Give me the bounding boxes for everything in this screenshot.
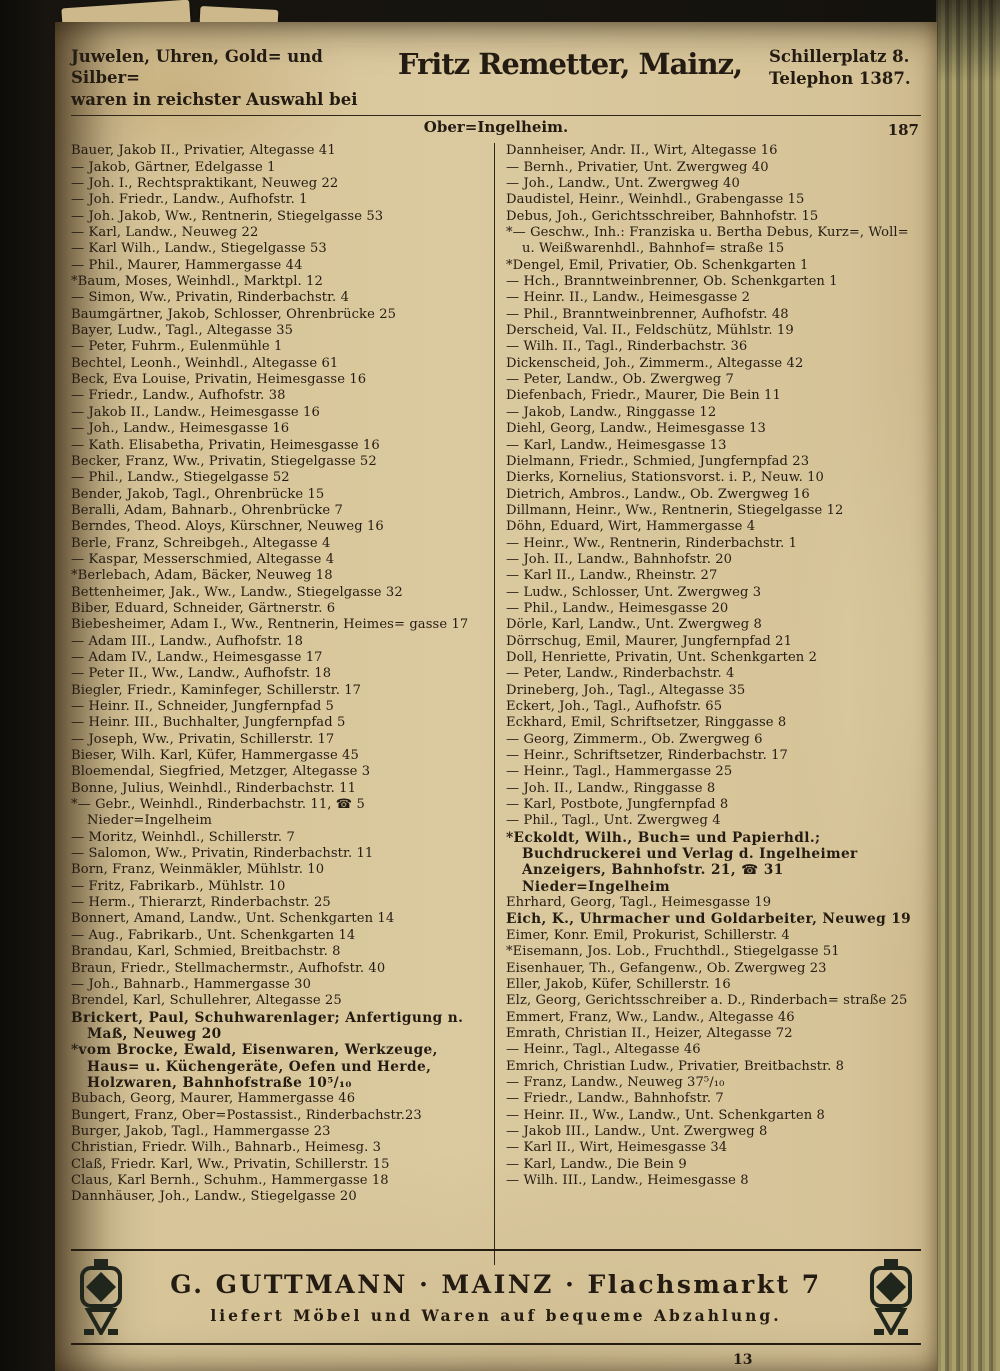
- directory-entry: — Heinr. II., Landw., Heimesgasse 2: [506, 290, 751, 306]
- directory-entry: — Heinr., Tagl., Altegasse 46: [506, 1042, 701, 1058]
- directory-column-left: [71, 143, 494, 1265]
- directory-entry: — Peter, Fuhrm., Eulenmühle 1: [71, 339, 283, 355]
- directory-entry: Bonne, Julius, Weinhdl., Rinderbachstr. 11: [71, 780, 357, 796]
- footer-ad-line1: G. GUTTMANN · MAINZ · Flachsmarkt 7: [170, 1269, 822, 1299]
- directory-entry: Claß, Friedr. Karl, Ww., Privatin, Schillerstr. 15: [71, 1156, 390, 1172]
- directory-entry: — Ludw., Schlosser, Unt. Zwergweg 3: [506, 584, 762, 600]
- directory-entry: — Joh. I., Rechtspraktikant, Neuweg 22: [71, 176, 339, 191]
- directory-entry: *vom Brocke, Ewald, Eisenwaren, Werkzeuge, Haus= u. Küchengeräte, Oefen und Herde, Holzwaren, Bahnhofstraße 10⁵/₁₀: [71, 1042, 438, 1091]
- directory-entry: Bauer, Jakob II., Privatier, Altegasse 41: [71, 143, 336, 159]
- directory-entry: — Karl, Landw., Neuweg 22: [71, 225, 259, 241]
- directory-entry: — Joh. Jakob, Ww., Rentnerin, Stiegelgasse 53: [71, 208, 384, 224]
- directory-entry: Berle, Franz, Schreibgeh., Altegasse 4: [71, 535, 331, 551]
- directory-entry: — Jakob III., Landw., Unt. Zwergweg 8: [506, 1123, 768, 1139]
- directory-entry: Becker, Franz, Ww., Privatin, Stiegelgasse 52: [71, 453, 377, 469]
- directory-entry: Dörle, Karl, Landw., Unt. Zwergweg 8: [506, 617, 762, 633]
- directory-entry: Eckhard, Emil, Schriftsetzer, Ringgasse 8: [506, 715, 787, 731]
- directory-entry: — Phil., Landw., Heimesgasse 20: [506, 600, 729, 616]
- directory-entry: Dietrich, Ambros., Landw., Ob. Zwergweg 16: [506, 486, 810, 502]
- directory-entry: *Eisemann, Jos. Lob., Fruchthdl., Stiegelgasse 51: [506, 944, 840, 960]
- header-ad-address: Schillerplatz 8.: [769, 47, 910, 66]
- directory-entry: Dannheiser, Andr. II., Wirt, Altegasse 16: [506, 143, 778, 159]
- directory-entry: — Moritz, Weinhdl., Schillerstr. 7: [71, 829, 295, 845]
- directory-entry: — Salomon, Ww., Privatin, Rinderbachstr. 11: [71, 846, 374, 862]
- directory-entry: Eimer, Konr. Emil, Prokurist, Schillerstr. 4: [506, 927, 790, 943]
- directory-entry: Bloemendal, Siegfried, Metzger, Altegasse 3: [71, 764, 371, 780]
- directory-entry: Dörrschug, Emil, Maurer, Jungfernpfad 21: [506, 633, 793, 649]
- directory-entry: — Phil., Maurer, Hammergasse 44: [71, 257, 303, 273]
- directory-entry: Derscheid, Val. II., Feldschütz, Mühlstr. 19: [506, 323, 794, 339]
- directory-entry: — Joseph, Ww., Privatin, Schillerstr. 17: [71, 731, 335, 747]
- directory-entry: — Joh., Bahnarb., Hammergasse 30: [71, 976, 311, 992]
- header-ad-phone: Telephon 1387.: [769, 69, 911, 89]
- directory-entry: — Karl II., Landw., Rheinstr. 27: [506, 568, 718, 584]
- directory-entry: Bender, Jakob, Tagl., Ohrenbrücke 15: [71, 486, 325, 502]
- directory-entry: — Aug., Fabrikarb., Unt. Schenkgarten 14: [71, 927, 356, 943]
- directory-entry: Daudistel, Heinr., Weinhdl., Grabengasse 15: [506, 192, 805, 208]
- directory-entry: Debus, Joh., Gerichtsschreiber, Bahnhofstr. 15: [506, 208, 819, 224]
- directory-entry: Ehrhard, Georg, Tagl., Heimesgasse 19: [506, 895, 772, 911]
- directory-entry: Dannhäuser, Joh., Landw., Stiegelgasse 20: [71, 1189, 357, 1205]
- directory-entry: — Phil., Landw., Stiegelgasse 52: [71, 470, 290, 486]
- directory-entry: — Joh. II., Landw., Bahnhofstr. 20: [506, 551, 733, 567]
- directory-entry: — Adam IV., Landw., Heimesgasse 17: [71, 649, 323, 665]
- directory-entry: Bonnert, Amand, Landw., Unt. Schenkgarten 14: [71, 911, 395, 927]
- directory-entry: Dillmann, Heinr., Ww., Rentnerin, Stiegelgasse 12: [506, 502, 844, 518]
- directory-entry: Elz, Georg, Gerichtsschreiber a. D., Rinderbach= straße 25: [506, 993, 908, 1009]
- directory-entry: Diefenbach, Friedr., Maurer, Die Bein 11: [506, 388, 781, 404]
- directory-entry: Emrath, Christian II., Heizer, Altegasse 72: [506, 1025, 793, 1041]
- header-ad-right-text: [769, 46, 921, 91]
- directory-entry: *Baum, Moses, Weinhdl., Marktpl. 12: [71, 274, 323, 290]
- directory-entry: Emrich, Christian Ludw., Privatier, Breitbachstr. 8: [506, 1058, 845, 1074]
- directory-entry: Berndes, Theod. Aloys, Kürschner, Neuweg 16: [71, 519, 384, 535]
- page-number-top: 187: [887, 121, 919, 140]
- directory-entry: *Eckoldt, Wilh., Buch= und Papierhdl.; Buchdruckerei und Verlag d. Ingelheimer Anzeigers, Bahnhofstr. 21, ☎ 31 Nieder=Ingelheim: [506, 829, 858, 895]
- directory-entry: — Fritz, Fabrikarb., Mühlstr. 10: [71, 878, 286, 894]
- header-ad-left-line1: Juwelen, Uhren, Gold= und Silber=: [71, 47, 323, 88]
- directory-entry: Diehl, Georg, Landw., Heimesgasse 13: [506, 421, 766, 437]
- directory-entry: Braun, Friedr., Stellmachermstr., Aufhofstr. 40: [71, 960, 386, 976]
- page-content: [71, 46, 921, 1265]
- directory-entry: — Heinr., Schriftsetzer, Rinderbachstr. 17: [506, 748, 788, 764]
- section-header-row: [71, 118, 921, 140]
- header-ad-business-name: Fritz Remetter, Mainz,: [397, 47, 743, 81]
- directory-entry: Biegler, Friedr., Kaminfeger, Schillerstr. 17: [71, 682, 362, 698]
- directory-entry: Claus, Karl Bernh., Schuhm., Hammergasse 18: [71, 1172, 389, 1188]
- directory-entry: — Kaspar, Messerschmied, Altegasse 4: [71, 551, 335, 567]
- directory-entry: — Phil., Tagl., Unt. Zwergweg 4: [506, 813, 721, 829]
- directory-entry: Burger, Jakob, Tagl., Hammergasse 23: [71, 1123, 331, 1139]
- header-advertisement: [71, 46, 921, 110]
- directory-entry: Christian, Friedr. Wilh., Bahnarb., Heimesg. 3: [71, 1140, 382, 1156]
- directory-entry: — Heinr. II., Schneider, Jungfernpfad 5: [71, 699, 334, 714]
- directory-entry: — Bernh., Privatier, Unt. Zwergweg 40: [506, 159, 769, 175]
- directory-entry: Brendel, Karl, Schullehrer, Altegasse 25: [71, 993, 342, 1009]
- directory-entry: — Karl, Landw., Die Bein 9: [506, 1156, 687, 1172]
- directory-entry: Eisenhauer, Th., Gefangenw., Ob. Zwergweg 23: [506, 960, 827, 976]
- directory-entry: — Joh., Landw., Unt. Zwergweg 40: [506, 176, 740, 191]
- page-number-bottom: 13: [733, 1352, 753, 1368]
- header-divider-rule: [71, 115, 921, 116]
- footer-advertisement: [71, 1249, 921, 1345]
- book-page-stack-edge: [936, 0, 1000, 1371]
- footer-ad-line2: liefert Möbel und Waren auf bequeme Abzahlung.: [210, 1305, 782, 1325]
- place-label: Ober=Ingelheim.: [423, 118, 569, 137]
- guttmann-emblem-right: [865, 1259, 917, 1335]
- directory-entry: — Joh. Friedr., Landw., Aufhofstr. 1: [71, 192, 308, 208]
- directory-entry: — Peter, Landw., Rinderbachstr. 4: [506, 666, 735, 682]
- directory-entry: Emmert, Franz, Ww., Landw., Altegasse 46: [506, 1009, 795, 1025]
- directory-entry: Drineberg, Joh., Tagl., Altegasse 35: [506, 682, 746, 698]
- directory-entry: — Heinr., Ww., Rentnerin, Rinderbachstr. 1: [506, 535, 798, 551]
- directory-entry: Biebesheimer, Adam I., Ww., Rentnerin, Heimes= gasse 17: [71, 617, 469, 633]
- directory-page: [55, 22, 937, 1371]
- directory-entry: Bungert, Franz, Ober=Postassist., Rinderbachstr.23: [71, 1107, 422, 1123]
- directory-entry: — Franz, Landw., Neuweg 37⁵/₁₀: [506, 1074, 725, 1090]
- directory-entry: Dickenscheid, Joh., Zimmerm., Altegasse 42: [506, 355, 804, 371]
- directory-entry: — Georg, Zimmerm., Ob. Zwergweg 6: [506, 731, 763, 747]
- directory-entry: — Hch., Branntweinbrenner, Ob. Schenkgarten 1: [506, 274, 838, 290]
- directory-entry: Beck, Eva Louise, Privatin, Heimesgasse 16: [71, 372, 367, 388]
- directory-columns: [71, 143, 921, 1265]
- directory-entry: — Heinr., Tagl., Hammergasse 25: [506, 764, 733, 780]
- directory-entry: — Wilh. III., Landw., Heimesgasse 8: [506, 1172, 749, 1188]
- directory-entry: Bubach, Georg, Maurer, Hammergasse 46: [71, 1091, 356, 1107]
- directory-entry: — Peter, Landw., Ob. Zwergweg 7: [506, 372, 734, 388]
- directory-entry: — Kath. Elisabetha, Privatin, Heimesgasse 16: [71, 437, 380, 453]
- header-ad-left-text: [71, 46, 371, 110]
- directory-entry: Biber, Eduard, Schneider, Gärtnerstr. 6: [71, 600, 336, 616]
- directory-entry: Brickert, Paul, Schuhwarenlager; Anfertigung n. Maß, Neuweg 20: [71, 1009, 464, 1042]
- emblem-graphic: [868, 1259, 914, 1335]
- directory-entry: — Wilh. II., Tagl., Rinderbachstr. 36: [506, 339, 748, 355]
- directory-entry: Döhn, Eduard, Wirt, Hammergasse 4: [506, 519, 756, 535]
- directory-entry: Brandau, Karl, Schmied, Breitbachstr. 8: [71, 944, 341, 960]
- directory-entry: — Simon, Ww., Privatin, Rinderbachstr. 4: [71, 290, 350, 306]
- header-ad-left-line2: waren in reichster Auswahl bei: [71, 89, 358, 109]
- directory-entry: *Berlebach, Adam, Bäcker, Neuweg 18: [71, 568, 333, 584]
- directory-entry: — Karl, Postbote, Jungfernpfad 8: [506, 797, 729, 813]
- directory-entry: Beralli, Adam, Bahnarb., Ohrenbrücke 7: [71, 502, 343, 518]
- directory-entry: — Joh. II., Landw., Ringgasse 8: [506, 780, 716, 796]
- directory-entry: Baumgärtner, Jakob, Schlosser, Ohrenbrücke 25: [71, 306, 397, 322]
- directory-entry: — Jakob, Landw., Ringgasse 12: [506, 404, 717, 420]
- directory-entry: — Phil., Branntweinbrenner, Aufhofstr. 48: [506, 306, 789, 322]
- directory-entry: — Joh., Landw., Heimesgasse 16: [71, 421, 290, 437]
- directory-entry: Bechtel, Leonh., Weinhdl., Altegasse 61: [71, 355, 339, 371]
- directory-entry: — Friedr., Landw., Aufhofstr. 38: [71, 388, 286, 404]
- directory-entry: Bayer, Ludw., Tagl., Altegasse 35: [71, 323, 294, 339]
- directory-entry: Eckert, Joh., Tagl., Aufhofstr. 65: [506, 699, 723, 714]
- directory-entry: — Friedr., Landw., Bahnhofstr. 7: [506, 1091, 724, 1107]
- directory-entry: Bettenheimer, Jak., Ww., Landw., Stiegelgasse 32: [71, 584, 403, 600]
- directory-entry: — Jakob, Gärtner, Edelgasse 1: [71, 159, 276, 175]
- directory-entry: — Karl, Landw., Heimesgasse 13: [506, 437, 727, 453]
- directory-entry: Eich, K., Uhrmacher und Goldarbeiter, Neuweg 19: [506, 911, 912, 928]
- directory-entry: — Adam III., Landw., Aufhofstr. 18: [71, 633, 304, 649]
- directory-entry: — Karl II., Wirt, Heimesgasse 34: [506, 1140, 728, 1156]
- directory-entry: Born, Franz, Weinmäkler, Mühlstr. 10: [71, 862, 325, 878]
- directory-entry: — Herm., Thierarzt, Rinderbachstr. 25: [71, 895, 331, 911]
- guttmann-emblem-left: [75, 1259, 127, 1335]
- directory-entry: Eller, Jakob, Küfer, Schillerstr. 16: [506, 976, 731, 992]
- directory-entry: Dierks, Kornelius, Stationsvorst. i. P., Neuw. 10: [506, 470, 824, 486]
- emblem-graphic: [78, 1259, 124, 1335]
- directory-entry: Bieser, Wilh. Karl, Küfer, Hammergasse 45: [71, 748, 359, 764]
- directory-entry: — Peter II., Ww., Landw., Aufhofstr. 18: [71, 666, 332, 682]
- directory-entry: — Karl Wilh., Landw., Stiegelgasse 53: [71, 241, 327, 257]
- directory-entry: *— Geschw., Inh.: Franziska u. Bertha Debus, Kurz=, Woll= u. Weißwarenhdl., Bahnhof= straße 15: [506, 225, 909, 257]
- directory-column-right: [494, 143, 921, 1265]
- directory-entry: Doll, Henriette, Privatin, Unt. Schenkgarten 2: [506, 649, 818, 665]
- directory-entry: — Heinr. III., Buchhalter, Jungfernpfad 5: [71, 715, 346, 731]
- directory-entry: Dielmann, Friedr., Schmied, Jungfernpfad 23: [506, 453, 810, 469]
- directory-entry: — Jakob II., Landw., Heimesgasse 16: [71, 404, 320, 420]
- directory-entry: *Dengel, Emil, Privatier, Ob. Schenkgarten 1: [506, 257, 809, 273]
- directory-entry: *— Gebr., Weinhdl., Rinderbachstr. 11, ☎ 5 Nieder=Ingelheim: [71, 797, 365, 829]
- footer-ad-text: [127, 1270, 865, 1325]
- directory-entry: — Heinr. II., Ww., Landw., Unt. Schenkgarten 8: [506, 1107, 825, 1123]
